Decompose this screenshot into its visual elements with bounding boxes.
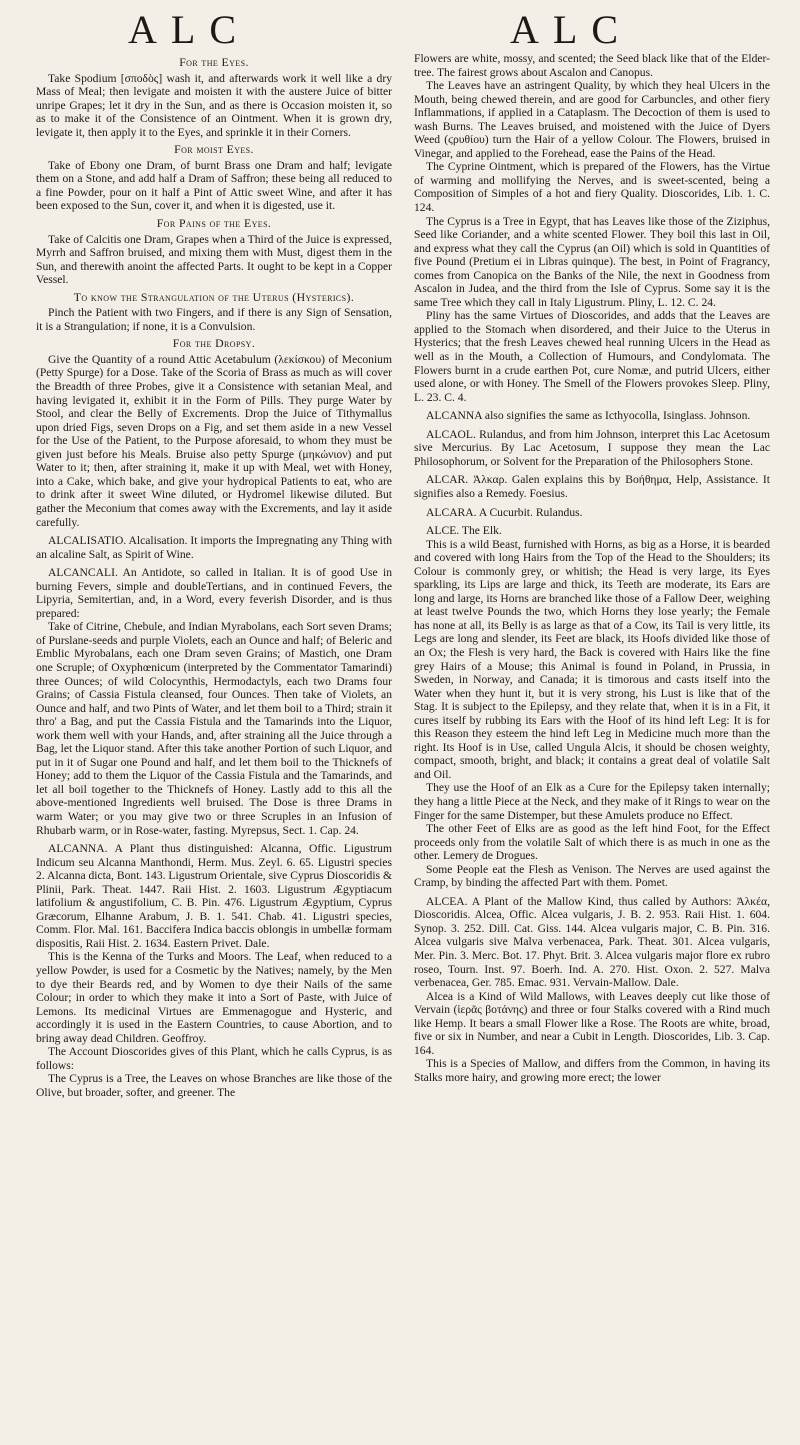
paragraph: Take of Citrine, Chebule, and Indian Myrabolans, each Sort seven Drams; of Purslane-seeds and purple Violets, each an Ounce and half; of Beleric and Emblic Myrobalans, each one Dram seven Grains; of Mastich, one Dram one Scruple; of Oxyphœnicum (interpreted by the Commentator Tamarindi) three Ounces; of wild Colocynthis, Hermodactyls, each two Drams four Grains; of Cassia Fistula cleansed, four Ounces. Then take of Violets, an Ounce and half, and two Pints of Water, and let them boil to a Third; strain it thro' a Bag, and put the Cassia Fistula and the Tamarinds into the Liquor, work them well with your Hands, and, after straining all the Juice through a Bag, let the Liquor stand. After this take another Portion of such Liquor, and put in it of Sugar one Pound and half, and let them boil to the Thicknefs of Honey; add to them the Liquor of the Cassia Fistula and the Tamarinds, and let all boil together to the Thicknefs of Honey. Lastly add to this all the above-mentioned Ingredients well bruised. The Dose is three Drams in warm Water; or you may give two or three Scruples in an Infusion of Rhubarb warm, or in Rose-water, fasting. Myrepsus, Sect. 1. Cap. 24. (36, 620, 392, 837)
paragraph: Alcea is a Kind of Wild Mallows, with Leaves deeply cut like those of Vervain (ἱερᾶς βοτάνης) and three or four Stalks covered with a Rind much like Hemp. It bears a small Flower like a Rose. The Roots are white, broad, five or six in Number, and near a Cubit in Length. Dioscorides, Lib. 3. Cap. 164. (414, 989, 770, 1057)
paragraph: Pliny has the same Virtues of Dioscorides, and adds that the Leaves are applied to the Stomach when disordered, and their Juice to the Uterus in Hysterics; that the fresh Leaves chewed heal running Ulcers in the Head as well as in the Mouth, a Collection of Humours, and Condylomata. The Flowers burnt in a crude earthen Pot, cure Nomæ, and putrid Ulcers, either used alone, or with Honey. The Smell of the Flowers provokes Sleep. Pliny, L. 23. C. 4. (414, 309, 770, 404)
paragraph: The other Feet of Elks are as good as the left hind Foot, for the Effect proceeds only from the volatile Salt of which there is as much in one as the other. Lemery de Drogues. (414, 822, 770, 863)
paragraph: Some People eat the Flesh as Venison. The Nerves are used against the Cramp, by binding the affected Part with them. Pomet. (414, 862, 770, 890)
running-header (0, 6, 800, 52)
left-column (36, 52, 392, 1432)
section-heading: For Pains of the Eyes. (156, 216, 272, 231)
paragraph: The Cyprus is a Tree, the Leaves on whose Branches are like those of the Olive, but broader, softer, and greener. The (36, 1072, 392, 1099)
paragraph: They use the Hoof of an Elk as a Cure for the Epilepsy taken internally; they hang a little Piece at the Neck, and they make of it Rings to wear on the Finger for the same Distemper, but these Amulets produce no Effect. (414, 781, 770, 822)
paragraph: Flowers are white, mossy, and scented; the Seed black like that of the Elder-tree. The fairest grows about Ascalon and Canopus. (414, 52, 770, 79)
paragraph: The Account Dioscorides gives of this Plant, which he calls Cyprus, is as follows: (36, 1045, 392, 1072)
header-right-word: ALC (510, 7, 632, 52)
dictionary-entry: ALCAR. Ἀλκαρ. Galen explains this by Βοήθημα, Help, Assistance. It signifies also a Remedy. Foesius. (414, 473, 770, 500)
dictionary-entry: ALCANCALI. An Antidote, so called in Italian. It is of good Use in burning Fevers, simple and doubleTertians, and in continued Fevers, the Lipyria, Semitertian, and, in a Word, every feverish Disorder, and is thus prepared: (36, 566, 392, 620)
paragraph: Take Spodium [σποδὸς] wash it, and afterwards work it well like a dry Mass of Meal; then levigate and moisten it with the austere Juice of bitter unripe Grapes; let it dry in the Sun, and as there is Occasion moisten it, so as to make it of the Consistence of an Ointment. When it is grown dry, levigate it, then apply it to the Eyes, and sprinkle it in their Corners. (36, 71, 392, 139)
dictionary-entry: ALCANNA also signifies the same as Icthyocolla, Isinglass. Johnson. (426, 409, 751, 423)
paragraph: The Leaves have an astringent Quality, by which they heal Ulcers in the Mouth, being chewed therein, and are good for Carbuncles, and other fiery Inflammations, if applied in a Cataplasm. The Decoction of them is used to wash Burns. The Leaves bruised, and moistened with the Juice of Dyers Weed (ϛρυθίου) turn the Hair of a yellow Colour. The Flowers, bruised in Vinegar, and applied to the Forehead, ease the Pains of the Head. (414, 79, 770, 160)
section-heading: For the Dropsy. (172, 336, 256, 351)
paragraph: This is a wild Beast, furnished with Horns, as big as a Horse, it is bearded and covered with long Hairs from the Top of the Head to the Shoulders; its Colour is commonly grey, or whitish; the Head is very large, its Eyes sparkling, its Lips are large and thick, its Teeth are moderate, its Ears are long and large, its Horns are branched like those of a Fallow Deer, weighing at least twelve Pounds the two, which Horns they lose yearly; the Female has none at all, its Belly is as large as that of a Cow, its Tail is very little, its Legs are long and slender, its Feet are black, its Hoofs divided like those of an Ox; the Flesh is very hard, the Back is covered with Hairs like the fine grey Hairs of a Mouse; this Animal is found in Poland, in Prussia, in Sweden, in Norway, and Canada; it is timorous and casts itself into the Water when they hunt it, but it is very strong, his Lust is like that of the Stag. It is subject to the Epilepsy, and they relate that, when it is in a Fit, it cures itself by rubbing its Ears with the Hoof of its hind left Leg: It is for this Reason they esteem the hind left Leg in Medicine much more than the right. Its Hoof is in Use, called Ungula Alcis, it should be chosen weighty, compact, smooth, bright, and black; it contains a great deal of volatile Salt and Oil. (414, 537, 770, 781)
dictionary-entry: ALCE. The Elk. (426, 524, 502, 538)
dictionary-entry: ALCARA. A Cucurbit. Rulandus. (426, 505, 583, 519)
paragraph: Take of Ebony one Dram, of burnt Brass one Dram and half; levigate them on a Stone, and add half a Dram of Saffron; these being all reduced to a fine Powder, pour on it half a Pint of Attic sweet Wine, and after it has been exposed to the Sun, cover it, and when it is digested, use it. (36, 158, 392, 213)
paragraph: This is the Kenna of the Turks and Moors. The Leaf, when reduced to a yellow Powder, is used for a Cosmetic by the Natives; namely, by the Men to dye their Beards red, and by Women to dye their Nails of the same Colour; in order to which they make it into a Sort of Paste, with Juice of Lemons. Its medicinal Virtues are Emmenagogue and Hysteric, and accordingly it is used in the Eastern Countries, to cause Abortion, and to bring away dead Children. Geoffroy. (36, 950, 392, 1045)
header-left-word: ALC (128, 7, 250, 52)
section-heading: For moist Eyes. (174, 142, 254, 157)
paragraph: Give the Quantity of a round Attic Acetabulum (λεκίσκου) of Meconium (Petty Spurge) for a Dose. Take of the Scoria of Brass as much as will cover the Breadth of three Probes, give it a Consistence with setanian Meal, and having levigated it, exhibit it in the Form of Pills. They purge Water by Stool, and clear the Belly of Excrements. Drop the Juice of Tithymallus upon dried Figs, seven Drops on a Fig, and set them aside in a new Vessel for the Use of the Patient, to the Purpose aforesaid, to whom they must be given just before his Meals. Bruise also petty Spurge (μηκώνιον) and put Water to it; then, after straining it, make it up with Meal, wet with Honey, into a Cake, which bake, and give your hydropical Patients to eat, who are to drink after it sweet Wine diluted, or Hydromel likewise diluted. But gather the Meconium that comes away with the Excrements, and lay it aside carefully. (36, 352, 392, 529)
paragraph: This is a Species of Mallow, and differs from the Common, in having its Stalks more hairy, and growing more erect; the lower (414, 1057, 770, 1084)
section-heading: For the Eyes. (179, 55, 249, 69)
paragraph: Take of Calcitis one Dram, Grapes when a Third of the Juice is expressed, Myrrh and Saffron bruised, and mixing them with Must, digest them in the Sun, and therewith anoint the affected Parts. It ought to be kept in a Copper Vessel. (36, 232, 392, 287)
section-heading: To know the Strangulation of the Uterus (Hysterics). (73, 289, 355, 304)
right-column (414, 52, 770, 1432)
paragraph: Pinch the Patient with two Fingers, and if there is any Sign of Sensation, it is a Strangulation; if none, it is a Convulsion. (36, 306, 392, 333)
dictionary-entry: ALCANNA. A Plant thus distinguished: Alcanna, Offic. Ligustrum Indicum seu Alcanna Manthondi, Herm. Mus. Zeyl. 6. 65. Ligustri species 2. Alcanna dicta, Bont. 143. Ligustrum Orientale, sive Cyprus Dioscoridis & Plinii, Park. Theat. 1447. Raii Hist. 2. 1603. Ligustrum Ægyptiacum latifolium & angustifolium, C. B. Pin. 476. Ligustrum Ægyptium, Cyprus Græcorum, Elhanne Arabum, J. B. 1. 541. Chab. 41. Ligustri species, Comm. Flor. Mal. 161. Baccifera Indica baccis oblongis in umbellæ formam dispositis, Raii Hist. 2. 1634. Eastern Privet. Dale. (36, 842, 392, 950)
dictionary-entry: ALCEA. A Plant of the Mallow Kind, thus called by Authors: Ἀλκέα, Dioscoridis. Alcea, Offic. Alcea vulgaris, J. B. 2. 953. Raii Hist. 1. 604. Synop. 3. 252. Dill. Cat. Giss. 144. Alcea vulgaris major, C. B. Pin. 316. Alcea vulgaris sive Malva verbenacea, Park. Theat. 301. Alcea vulgaris, Mer. Pin. 3. Merc. Bot. 17. Phyt. Brit. 3. Alcea vulgaris major flore ex rubro roseo, Tourn. Inst. 97. Boerh. Ind. A. 270. Hist. Oxon. 2. 527. Malva verbenacea, Ger. 785. Emac. 931. Vervain-Mallow. Dale. (414, 894, 770, 990)
dictionary-entry: ALCAOL. Rulandus, and from him Johnson, interpret this Lac Acetosum sive Mercurius. By Lac Acetosum, I suppose they mean the Lac Philosophorum, or Solvent for the Preparation of the Philosophers Stone. (414, 427, 770, 468)
dictionary-entry: ALCALISATIO. Alcalisation. It imports the Impregnating any Thing with an alcaline Salt, as Spirit of Wine. (36, 534, 392, 561)
paragraph: The Cyprine Ointment, which is prepared of the Flowers, has the Virtue of warming and mollifying the Nerves, and is sweet-scented, being a Composition of Simples of a hot and fiery Quality. Dioscorides, Lib. 1. C. 124. (414, 160, 770, 215)
paragraph: The Cyprus is a Tree in Egypt, that has Leaves like those of the Ziziphus, Seed like Coriander, and a white scented Flower. They boil this last in Oil, and express what they call the Cyprus (an Oil) which is sold in Quantities of five Pound (Pretium ei in Libras quinque). The best, in Point of Fragrancy, comes from Canopica on the Banks of the Nile, the next in Goodness from Ascalon in Judea, and the third from the Isle of Cyprus. Some say it is the same Tree which they call in Italy Ligustrum. Pliny, L. 12. C. 24. (414, 214, 770, 309)
text-columns (36, 52, 770, 1432)
